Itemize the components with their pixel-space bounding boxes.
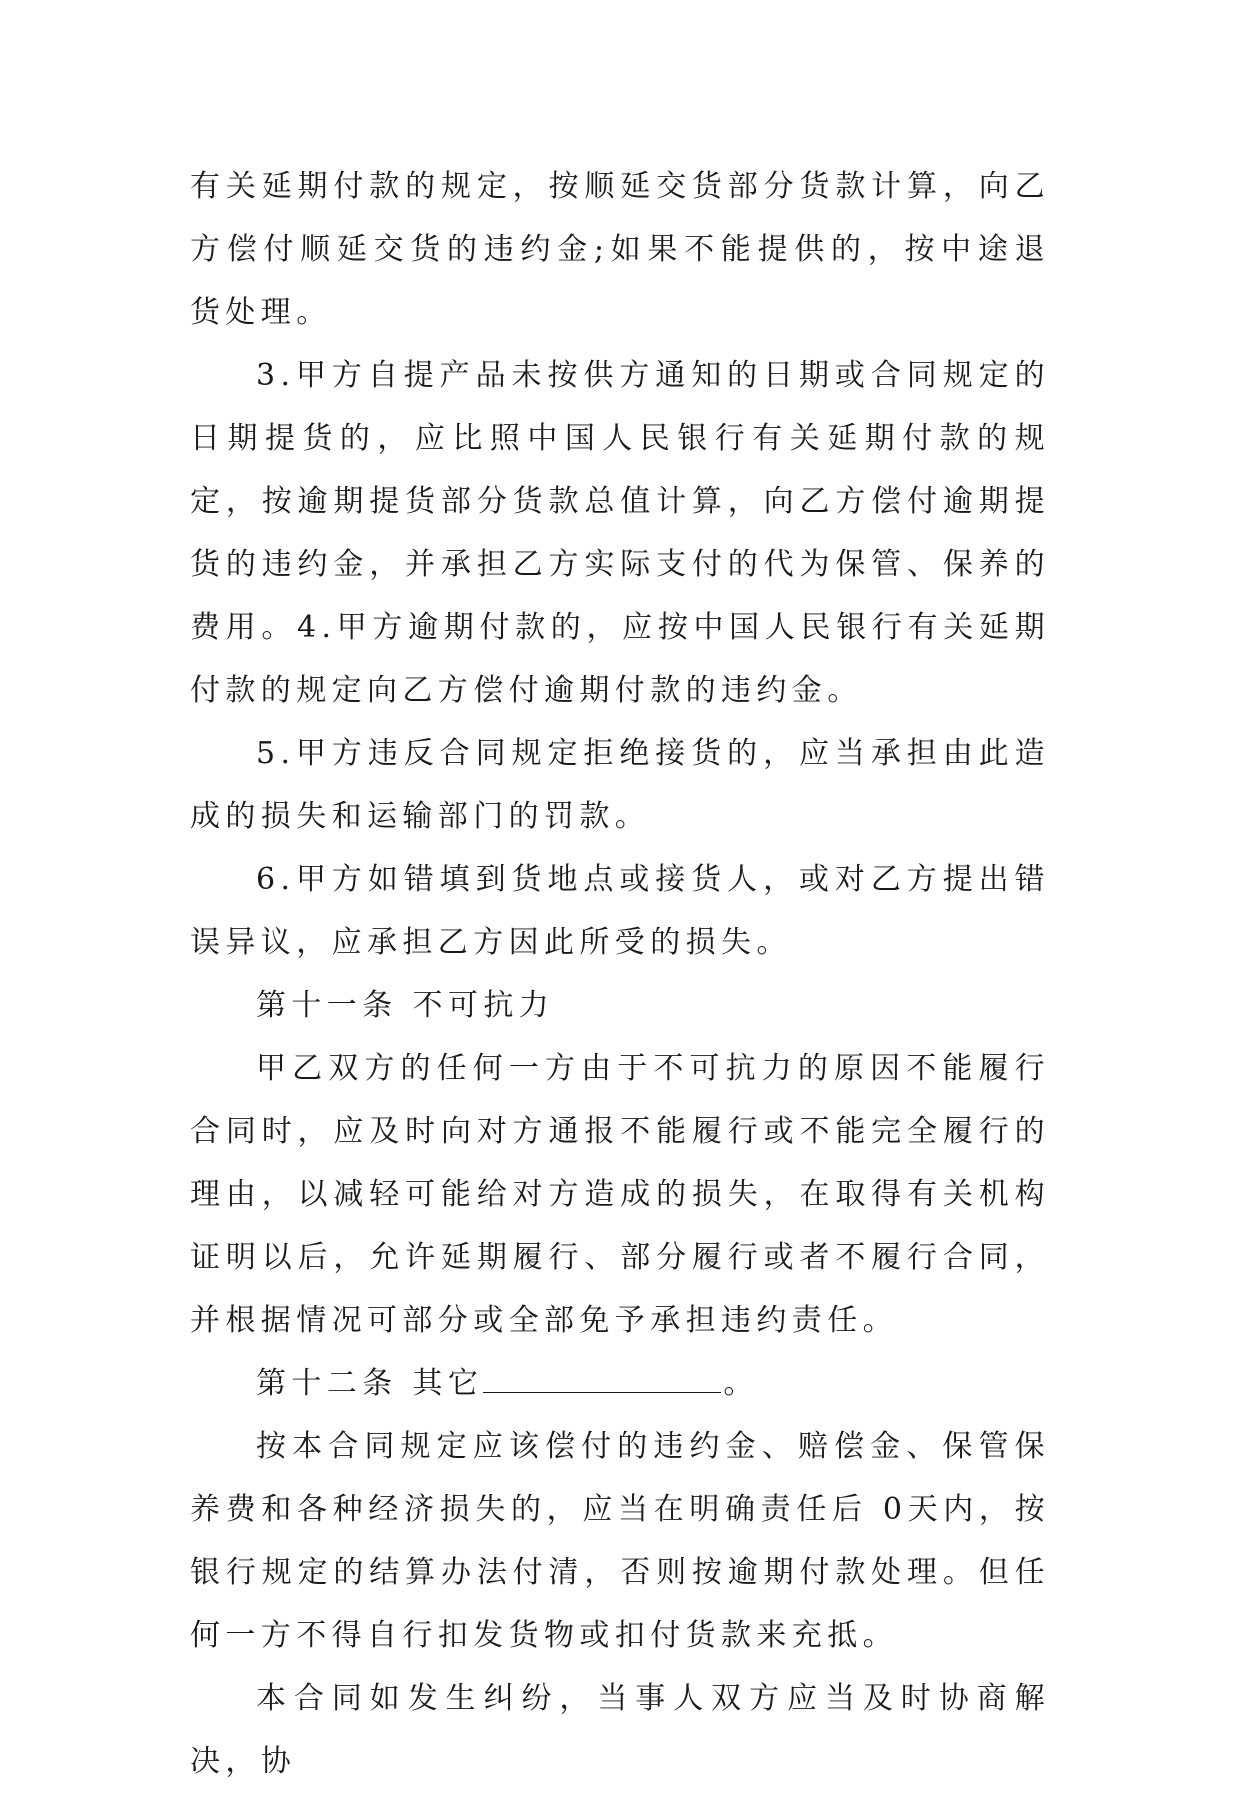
- document-page: [190, 155, 1050, 1793]
- paragraph-clause-5: 5.甲方违反合同规定拒绝接货的，应当承担由此造成的损失和运输部门的罚款。: [190, 736, 1050, 834]
- article-12-heading: [190, 1352, 1050, 1415]
- paragraph-late-delivery-continued: 有关延期付款的规定，按顺延交货部分货款计算，向乙方偿付顺延交货的违约金;如果不能提供的，按中途退货处理。: [190, 169, 1050, 330]
- paragraph-dispute-resolution: 本合同如发生纠纷，当事人双方应当及时协商解决，协: [190, 1681, 1050, 1779]
- article-12-title: 第十二条 其它: [256, 1366, 484, 1401]
- paragraph-force-majeure: 甲乙双方的任何一方由于不可抗力的原因不能履行合同时，应及时向对方通报不能履行或不能完全履行的理由，以减轻可能给对方造成的损失，在取得有关机构证明以后，允许延期履行、部分履行或者不履行合同，并根据情况可部分或全部免予承担违约责任。: [190, 1051, 1050, 1338]
- article-12-end-mark: 。: [723, 1366, 759, 1401]
- article-11-heading: 第十一条 不可抗力: [256, 988, 555, 1023]
- paragraph-payment-settlement: 按本合同规定应该偿付的违约金、赔偿金、保管保养费和各种经济损失的，应当在明确责任后 0天内，按银行规定的结算办法付清，否则按逾期付款处理。但任何一方不得自行扣发货物或扣付货款来充抵。: [190, 1429, 1050, 1653]
- paragraph-clause-3-4: 3.甲方自提产品未按供方通知的日期或合同规定的日期提货的，应比照中国人民银行有关延期付款的规定，按逾期提货部分货款总值计算，向乙方偿付逾期提货的违约金，并承担乙方实际支付的代为保管、保养的费用。4.甲方逾期付款的，应按中国人民银行有关延期付款的规定向乙方偿付逾期付款的违约金。: [190, 358, 1050, 708]
- paragraph-clause-6: 6.甲方如错填到货地点或接货人，或对乙方提出错误异议，应承担乙方因此所受的损失。: [190, 862, 1050, 960]
- fill-in-blank-line: [483, 1368, 721, 1393]
